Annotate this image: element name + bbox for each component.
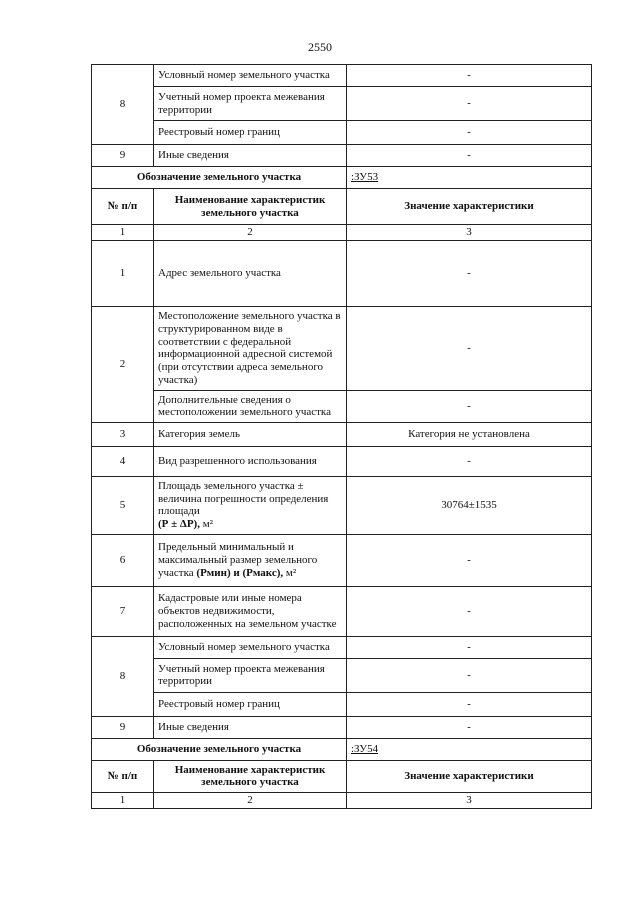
characteristic-name: Адрес земельного участка — [154, 240, 347, 306]
characteristic-name: Иные сведения — [154, 716, 347, 738]
table-row — [92, 534, 592, 586]
table-row — [92, 716, 592, 738]
column-number: 3 — [347, 225, 592, 241]
header-value: Значение характеристики — [347, 189, 592, 225]
page-number: 2550 — [308, 40, 332, 54]
column-number-row — [92, 225, 592, 241]
characteristic-value: - — [347, 636, 592, 658]
designation-label: Обозначение земельного участка — [92, 167, 347, 189]
table-row — [92, 586, 592, 636]
characteristic-name: Кадастровые или иные номера объектов недвижимости, расположенных на земельном участке — [154, 586, 347, 636]
row-number: 2 — [92, 306, 154, 422]
characteristic-value: - — [347, 716, 592, 738]
characteristic-name: Иные сведения — [154, 145, 347, 167]
characteristic-value: - — [347, 240, 592, 306]
characteristic-value: - — [347, 534, 592, 586]
characteristic-value: - — [347, 306, 592, 390]
table-row — [92, 121, 592, 145]
characteristic-value: - — [347, 586, 592, 636]
row-number: 9 — [92, 716, 154, 738]
area-label: Площадь земельного участка ± величина погрешности определения площади — [158, 479, 329, 518]
table-row — [92, 145, 592, 167]
characteristic-name: Реестровый номер границ — [154, 692, 347, 716]
table-row — [92, 658, 592, 692]
characteristic-value: - — [347, 121, 592, 145]
column-number: 1 — [92, 225, 154, 241]
designation-value: :ЗУ54 — [347, 738, 592, 760]
area-formula: (Р ± ΔР), — [158, 518, 200, 531]
row-number: 8 — [92, 636, 154, 716]
characteristic-value: - — [347, 692, 592, 716]
designation-label: Обозначение земельного участка — [92, 738, 347, 760]
column-number-row — [92, 792, 592, 808]
column-number: 1 — [92, 792, 154, 808]
size-formula: (Рмин) и (Рмакс), — [196, 566, 284, 579]
characteristic-name: Реестровый номер границ — [154, 121, 347, 145]
header-number: № п/п — [92, 760, 154, 792]
header-value: Значение характеристики — [347, 760, 592, 792]
table-row — [92, 636, 592, 658]
characteristic-value: 30764±1535 — [347, 476, 592, 534]
column-number: 2 — [154, 225, 347, 241]
row-number: 8 — [92, 65, 154, 145]
row-number: 6 — [92, 534, 154, 586]
table-row — [92, 240, 592, 306]
characteristic-name: Условный номер земельного участка — [154, 65, 347, 87]
characteristic-value: - — [347, 87, 592, 121]
characteristic-name: Учетный номер проекта межевания территории — [154, 87, 347, 121]
land-plot-table — [91, 64, 592, 809]
designation-row — [92, 738, 592, 760]
row-number: 3 — [92, 422, 154, 446]
table-row — [92, 476, 592, 534]
characteristic-value: - — [347, 65, 592, 87]
table-row — [92, 65, 592, 87]
designation-value: :ЗУ53 — [347, 167, 592, 189]
characteristic-value: - — [347, 390, 592, 422]
characteristic-name: Категория земель — [154, 422, 347, 446]
area-unit: м² — [199, 518, 213, 531]
characteristic-name — [154, 534, 347, 586]
column-number: 3 — [347, 792, 592, 808]
characteristic-name: Условный номер земельного участка — [154, 636, 347, 658]
characteristic-value: Категория не установлена — [347, 422, 592, 446]
characteristic-name: Вид разрешенного использования — [154, 446, 347, 476]
size-unit: м² — [283, 566, 297, 579]
header-row — [92, 760, 592, 792]
row-number: 9 — [92, 145, 154, 167]
characteristic-name: Дополнительные сведения о местоположении земельного участка — [154, 390, 347, 422]
size-label: Предельный минимальный и максимальный размер земельного участка — [158, 541, 318, 579]
header-name: Наименование характеристик земельного участка — [154, 760, 347, 792]
header-number: № п/п — [92, 189, 154, 225]
characteristic-value: - — [347, 658, 592, 692]
header-row — [92, 189, 592, 225]
table-row — [92, 692, 592, 716]
table-row — [92, 446, 592, 476]
table-row — [92, 422, 592, 446]
designation-row — [92, 167, 592, 189]
column-number: 2 — [154, 792, 347, 808]
row-number: 5 — [92, 476, 154, 534]
characteristic-name: Местоположение земельного участка в структурированном виде в соответствии с федеральной информационной адресной системой (при отсутствии адреса земельного участка) — [154, 306, 347, 390]
row-number: 1 — [92, 240, 154, 306]
characteristic-value: - — [347, 446, 592, 476]
header-name: Наименование характеристик земельного участка — [154, 189, 347, 225]
table-row — [92, 87, 592, 121]
table-row — [92, 390, 592, 422]
row-number: 7 — [92, 586, 154, 636]
characteristic-value: - — [347, 145, 592, 167]
characteristic-name: Учетный номер проекта межевания территории — [154, 658, 347, 692]
characteristic-name — [154, 476, 347, 534]
table-row — [92, 306, 592, 390]
row-number: 4 — [92, 446, 154, 476]
